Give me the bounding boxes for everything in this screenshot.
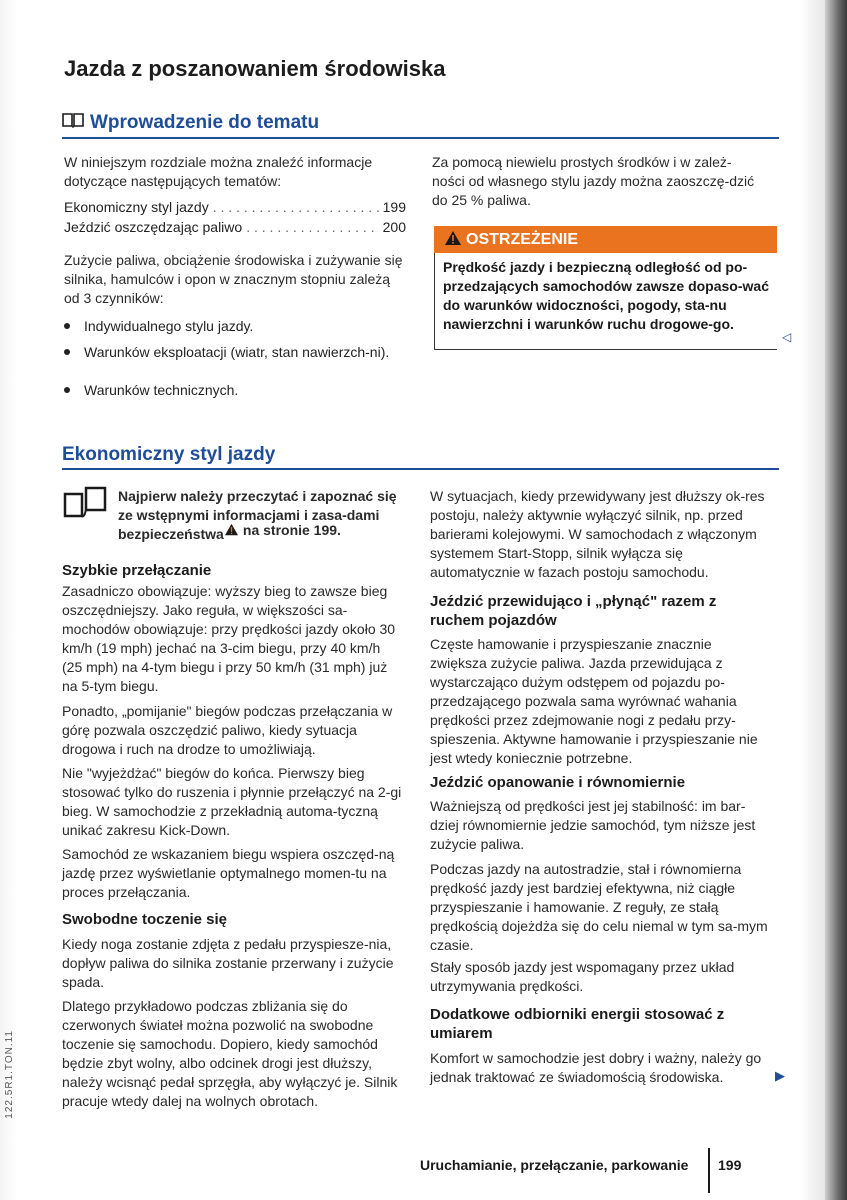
bullet-item xyxy=(64,317,404,336)
page-number: 199 xyxy=(718,1157,742,1173)
warning-box xyxy=(434,253,777,350)
section-title-intro-text: Wprowadzenie do tematu xyxy=(90,112,320,134)
subhead-extra: Dodatkowe odbiorniki energii stosować z umiarem xyxy=(430,1006,725,1042)
bullet-text: Warunków technicznych. xyxy=(84,382,239,398)
subhead-coast: Swobodne toczenie się xyxy=(62,911,228,928)
section-title-intro xyxy=(62,112,319,134)
coast-para-1: Kiedy noga zostanie zdjęta z pedału przyspiesze-nia, dopływ paliwa do silnika zostanie przerwany i zużycie spada. xyxy=(62,936,394,990)
subhead-shift: Szybkie przełączanie xyxy=(62,562,212,579)
shift-para-4: Samochód ze wskazaniem biegu wspiera oszczęd-ną jazdę przez wyświetlanie optymalnego momen-tu na proces przełączania. xyxy=(62,846,395,900)
shift-para-3: Nie "wyjeżdżać" biegów do końca. Pierwszy bieg stosować tylko do ruszenia i płynnie przełączyć na 2-gi bieg. W samochodzie z przekładnią automa-tyczną unikać zakresu Kick-Down. xyxy=(62,765,402,838)
note-suffix-wrap xyxy=(224,521,341,540)
note-text: Najpierw należy przeczytać i zapoznać się ze wstępnymi informacjami i zasa-dami bezpieczeństwa xyxy=(118,488,397,542)
footer-title: Uruchamianie, przełączanie, parkowanie xyxy=(420,1157,689,1173)
bullet-dot xyxy=(64,323,70,329)
toc-row[interactable] xyxy=(64,198,406,217)
side-code: 122.5R1.TON.11 xyxy=(4,1030,15,1119)
bullet-text: Indywidualnego stylu jazdy. xyxy=(84,318,254,334)
calm-para-1: Ważniejszą od prędkości jest jej stabilność: im bar-dziej równomiernie jedzie samochód, tym niższe jest zużycie paliwa. xyxy=(430,798,756,852)
bullet-dot xyxy=(64,349,70,355)
chapter-title: Jazda z poszanowaniem środowiska xyxy=(64,56,446,81)
subhead-calm: Jeździć opanowanie i równomiernie xyxy=(430,774,686,791)
warning-triangle-icon xyxy=(444,230,462,246)
toc-page: 199 xyxy=(382,199,406,215)
toc-label: Ekonomiczny styl jazdy xyxy=(64,199,209,215)
intro-right-para: Za pomocą niewielu prostych środków i w zależ-ności od własnego stylu jazdy można zaoszczę-dzić do 25 % paliwa. xyxy=(432,154,755,208)
section-rule xyxy=(62,137,779,139)
bullet-dot xyxy=(64,387,70,393)
warning-title: OSTRZEŻENIE xyxy=(466,231,579,248)
warning-text: Prędkość jazdy i bezpieczną odległość od po-przedzających samochodów zawsze dopaso-wać do warunków widoczności, pogody, sta-nu nawierzchni i warunków ruchu drogowe-go. xyxy=(443,259,769,332)
toc-label: Jeździć oszczędzając paliwo xyxy=(64,219,243,235)
warning-header xyxy=(434,226,777,253)
bullet-text: Warunków eksploatacji (wiatr, stan nawierzch-ni). xyxy=(84,344,390,360)
toc-leader xyxy=(213,198,379,217)
intro-para: Zużycie paliwa, obciążenie środowiska i zużywanie się silnika, hamulców i opon w znacznym stopniu zależą od 3 czynników: xyxy=(64,252,403,306)
calm-para-2: Podczas jazdy na autostradzie, stał i równomierna prędkość jazdy jest bardziej efektywna, niż ciągłe przyspieszanie i hamowanie. Z reguły, ze stałą prędkością dojeżdża się do celu niemal w tym sa-mym czasie. xyxy=(430,861,768,953)
anticipate-para: Częste hamowanie i przyspieszanie znacznie zwiększa zużycie paliwa. Jazda przewidująca z wystarczająco dużym odstępem od pojazdu po-przedzającego pozwala sama wyrównać wahania prędkości przez zdejmowanie nogi z pedału przy-spieszenia. Aktywne hamowanie i przyspieszanie nie jest wtedy koniecznie potrzebne. xyxy=(430,636,758,766)
bullet-item xyxy=(64,381,404,400)
back-arrow-icon[interactable]: ◁ xyxy=(782,330,792,344)
shift-para-2: Ponadto, „pomijanie" biegów podczas przełączania w górę pozwala oszczędzić paliwo, kiedy sytuacja drogowa i ruch na drodze to umożliwiają. xyxy=(62,703,393,757)
warning-triangle-icon xyxy=(224,523,239,536)
intro-lead: W niniejszym rozdziale można znaleźć informacje dotyczące następujących tematów: xyxy=(64,154,373,189)
shift-para-1: Zasadniczo obowiązuje: wyższy bieg to zawsze bieg oszczędniejszy. Jako reguła, w większości sa-mochodów obowiązuje: przy prędkości jazdy około 30 km/h (19 mph) jechać na 3-cim biegu, przy 40 km/h (25 mph) na 4-tym biegu i przy 50 km/h (31 mph) już na 5-tym biegu. xyxy=(62,583,396,694)
extra-para: Komfort w samochodzie jest dobry i ważny, należy go jednak traktować ze świadomością środowiska. xyxy=(430,1050,762,1085)
continue-arrow-icon[interactable]: ▶ xyxy=(775,1068,785,1083)
toc-page: 200 xyxy=(382,219,406,235)
subhead-anticipate: Jeździć przewidująco i „płynąć" razem z ruchem pojazdów xyxy=(430,593,717,629)
footer-divider xyxy=(708,1148,710,1193)
page-edge xyxy=(825,0,847,1200)
toc-leader xyxy=(246,218,378,237)
calm-para-3: Stały sposób jazdy jest wspomagany przez układ utrzymywania prędkości. xyxy=(430,959,735,994)
coast-para-2: Dlatego przykładowo podczas zbliżania się do czerwonych świateł można pozwolić na swobodne toczenie się samochodu. Dopiero, kiedy samochód będzie zbyt wolny, albo odcinek drogi jest dłuższy, należy wcisnąć pedał sprzęgła, aby wyłączyć je. Silnik pracuje wtedy dalej na wolnych obrotach. xyxy=(62,998,398,1109)
section-title-eco: Ekonomiczny styl jazdy xyxy=(62,444,276,465)
section-rule xyxy=(62,468,779,470)
right-para-1: W sytuacjach, kiedy przewidywany jest dłuższy ok-res postoju, należy aktywnie wyłączyć silnik, np. przed barierami kolejowymi. W samochodach z włączonym systemem Start-Stopp, silnik wyłącza się automatycznie w fazach postoju samochodu. xyxy=(430,488,765,580)
note-page-link[interactable]: na stronie 199. xyxy=(242,522,341,538)
book-note-icon xyxy=(62,484,108,523)
book-icon xyxy=(62,112,84,134)
bullet-item xyxy=(64,343,400,362)
toc-row[interactable] xyxy=(64,218,406,237)
